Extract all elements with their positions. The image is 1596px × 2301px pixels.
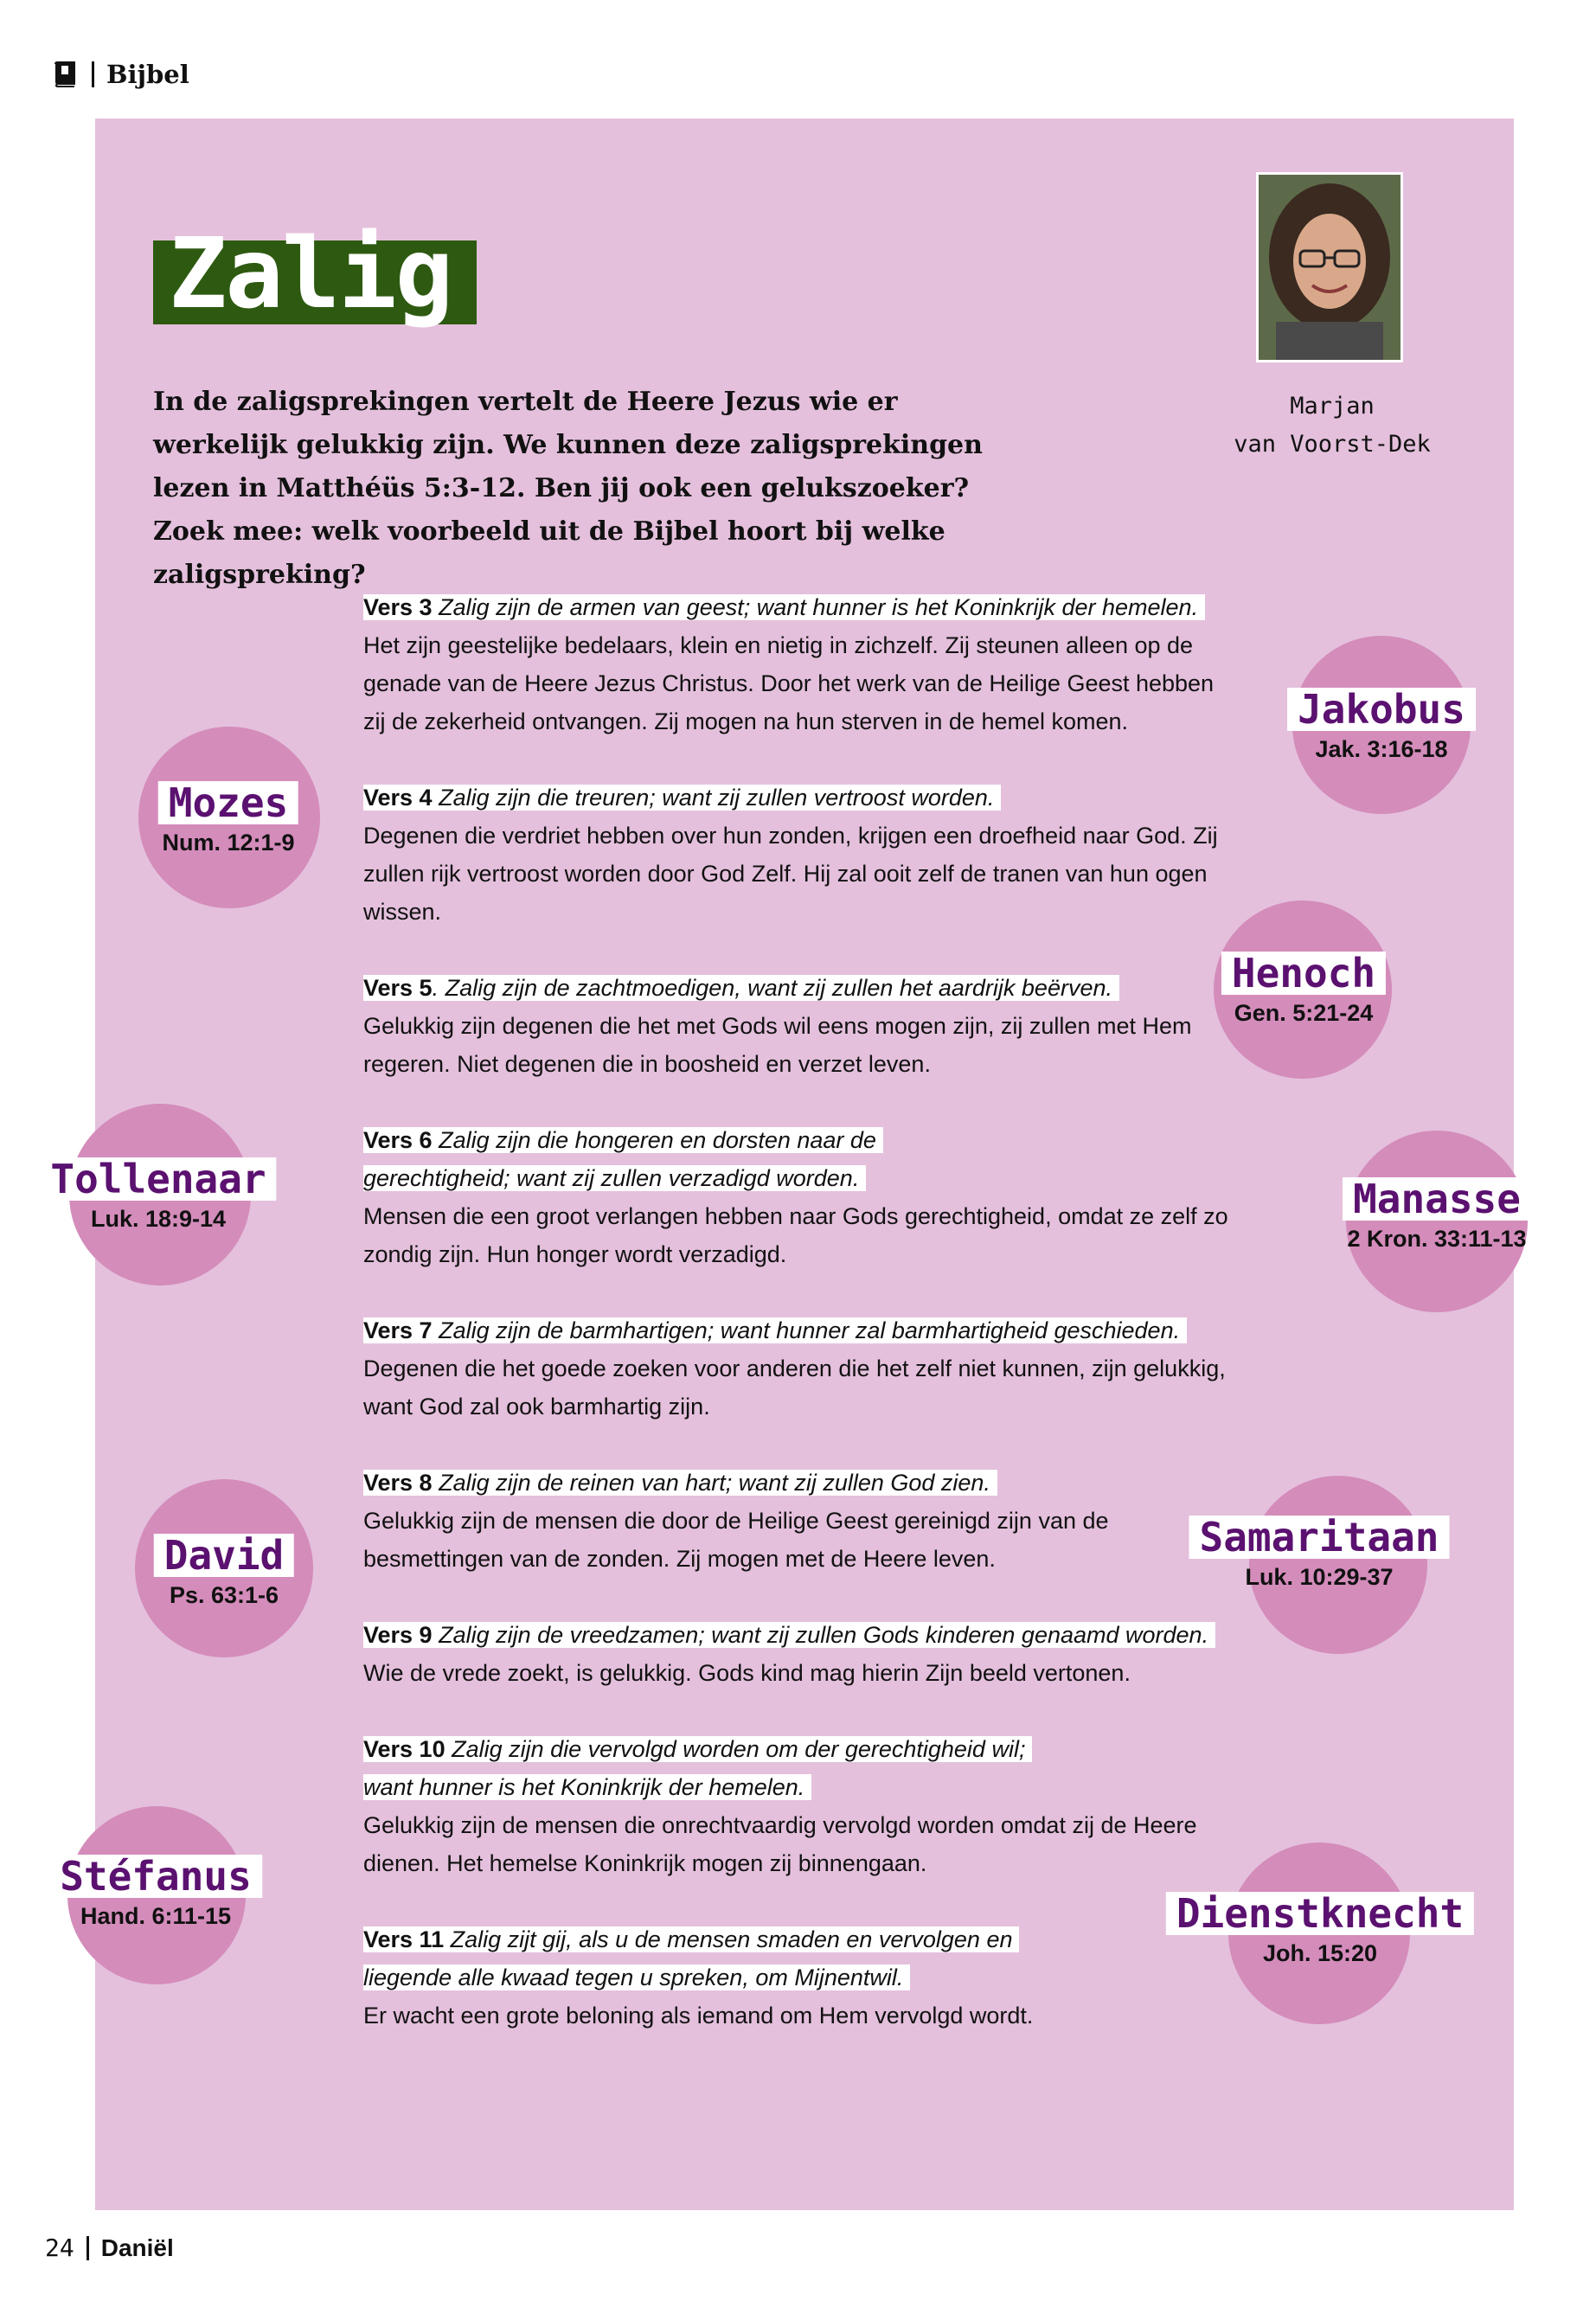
verse-block (363, 969, 1228, 1083)
page-footer (45, 2234, 174, 2262)
author-name: Marjan van Voorst-Dek (1234, 393, 1431, 458)
verse-explanation: Degenen die verdriet hebben over hun zonden, krijgen een droefheid naar God. Zij zullen rijk vertroost worden door God Zelf. Hij zal ooit zelf de tranen van hun ogen wissen. (363, 823, 1218, 925)
person-name: Samaritaan (1189, 1516, 1450, 1559)
person-name: Mozes (158, 781, 298, 824)
bible-reference: 2 Kron. 33:11-13 (1347, 1226, 1527, 1252)
person-label-henoch (1221, 952, 1386, 1028)
bible-reference: Luk. 18:9-14 (90, 1206, 227, 1232)
verse-quote: Zalig zijn de barmhartigen; want hunner zal barmhartigheid geschieden. (439, 1317, 1181, 1343)
person-name: Henoch (1221, 952, 1386, 995)
intro-text: In de zaligsprekingen vertelt de Heere Jezus wie er werkelijk gelukkig zijn. We kunnen deze zaligsprekingen lezen in Matthéüs 5:3-12. Ben jij ook een gelukszoeker? Zoek mee: welk voorbeeld uit de Bijbel hoort bij welke zaligspreking? (153, 387, 983, 590)
verse-block (363, 1121, 1228, 1273)
person-label-stefanus (49, 1855, 262, 1931)
verse-quote: Zalig zijn de vreedzamen; want zij zullen Gods kinderen genaamd worden. (439, 1622, 1209, 1648)
verse-explanation: Gelukkig zijn degenen die het met Gods wil eens mogen zijn, zij zullen met Hem regeren. Niet degenen die in boosheid en verzet leven. (363, 1013, 1192, 1077)
bible-reference: Gen. 5:21-24 (1234, 1000, 1374, 1026)
bible-reference: Ps. 63:1-6 (169, 1582, 279, 1608)
verse-block (363, 588, 1228, 740)
verse-block (363, 1311, 1228, 1426)
verse-number: Vers 4 (363, 785, 433, 811)
bible-reference: Joh. 15:20 (1262, 1940, 1378, 1966)
header-divider (92, 61, 94, 87)
person-label-david (154, 1534, 294, 1610)
verse-explanation: Het zijn geestelijke bedelaars, klein en nietig in zichzelf. Zij steunen alleen op de genade van de Heere Jezus Christus. Door het werk van de Heilige Geest hebben zij de zekerheid ontvangen. Zij mogen na hun sterven in de hemel komen. (363, 632, 1215, 734)
verses-list (363, 588, 1228, 2073)
verse-quote: Zalig zijn die vervolgd worden om der gerechtigheid wil; want hunner is het Koninkrijk der hemelen. (363, 1736, 1026, 1800)
magazine-name: Daniël (100, 2234, 174, 2261)
page-number: 24 (45, 2234, 74, 2262)
person-name: Tollenaar (40, 1157, 276, 1201)
verse-quote: Zalig zijn de reinen van hart; want zij zullen God zien. (439, 1470, 990, 1496)
person-name: Jakobus (1287, 688, 1476, 731)
verse-explanation: Wie de vrede zoekt, is gelukkig. Gods kind mag hierin Zijn beeld vertonen. (363, 1660, 1131, 1686)
verse-number: Vers 8 (363, 1470, 433, 1496)
page-title: Zalig (169, 218, 452, 330)
verse-block (363, 1616, 1228, 1692)
person-label-mozes (158, 781, 298, 857)
bible-reference: Num. 12:1-9 (162, 830, 295, 856)
verse-quote: . Zalig zijn de zachtmoedigen, want zij zullen het aardrijk beërven. (432, 975, 1112, 1001)
verse-quote: Zalig zijn die treuren; want zij zullen vertroost worden. (439, 785, 995, 811)
verse-quote: Zalig zijn die hongeren en dorsten naar de gerechtigheid; want zij zullen verzadigd worden. (363, 1127, 876, 1191)
verse-block (363, 1920, 1038, 2035)
verse-explanation: Mensen die een groot verlangen hebben naar Gods gerechtigheid, omdat ze zelf zo zondig zijn. Hun honger wordt verzadigd. (363, 1203, 1228, 1267)
person-label-samaritaan (1189, 1516, 1450, 1592)
person-name: David (154, 1534, 294, 1577)
page-header (54, 55, 189, 93)
verse-number: Vers 6 (363, 1127, 433, 1153)
footer-divider (87, 2236, 89, 2260)
book-icon (54, 61, 76, 87)
bible-reference: Jak. 3:16-18 (1315, 736, 1448, 762)
section-title: Bijbel (106, 60, 189, 89)
bible-reference: Hand. 6:11-15 (80, 1903, 232, 1929)
verse-number: Vers 11 (363, 1926, 445, 1952)
verse-number: Vers 5 (363, 975, 433, 1001)
person-label-dienstknecht (1166, 1892, 1474, 1968)
verse-explanation: Gelukkig zijn de mensen die onrechtvaardig vervolgd worden omdat zij de Heere dienen. Het hemelse Koninkrijk mogen zij binnengaan. (363, 1812, 1197, 1876)
person-label-manasse (1343, 1177, 1531, 1253)
author-photo (1256, 172, 1403, 362)
verse-block (363, 1730, 1197, 1882)
verse-explanation: Degenen die het goede zoeken voor anderen die het zelf niet kunnen, zijn gelukkig, want God zal ook barmhartig zijn. (363, 1356, 1226, 1420)
verse-quote: Zalig zijt gij, als u de mensen smaden en vervolgen en liegende alle kwaad tegen u spreken, om Mijnentwil. (363, 1926, 1013, 1990)
person-name: Manasse (1343, 1177, 1531, 1221)
bible-reference: Luk. 10:29-37 (1245, 1564, 1394, 1590)
person-label-tollenaar (40, 1157, 276, 1234)
verse-block (363, 779, 1228, 931)
verse-explanation: Er wacht een grote beloning als iemand om Hem vervolgd wordt. (363, 2003, 1034, 2029)
person-name: Dienstknecht (1166, 1892, 1474, 1935)
verse-explanation: Gelukkig zijn de mensen die door de Heilige Geest gereinigd zijn van de besmettingen van de zonden. Zij mogen met de Heere leven. (363, 1508, 1109, 1572)
person-label-jakobus (1287, 688, 1476, 764)
verse-number: Vers 9 (363, 1622, 433, 1648)
verse-number: Vers 3 (363, 594, 433, 620)
verse-number: Vers 7 (363, 1317, 433, 1343)
verse-number: Vers 10 (363, 1736, 445, 1762)
verse-quote: Zalig zijn de armen van geest; want hunner is het Koninkrijk der hemelen. (439, 594, 1199, 620)
person-name: Stéfanus (49, 1855, 262, 1898)
verse-block (363, 1464, 1228, 1578)
